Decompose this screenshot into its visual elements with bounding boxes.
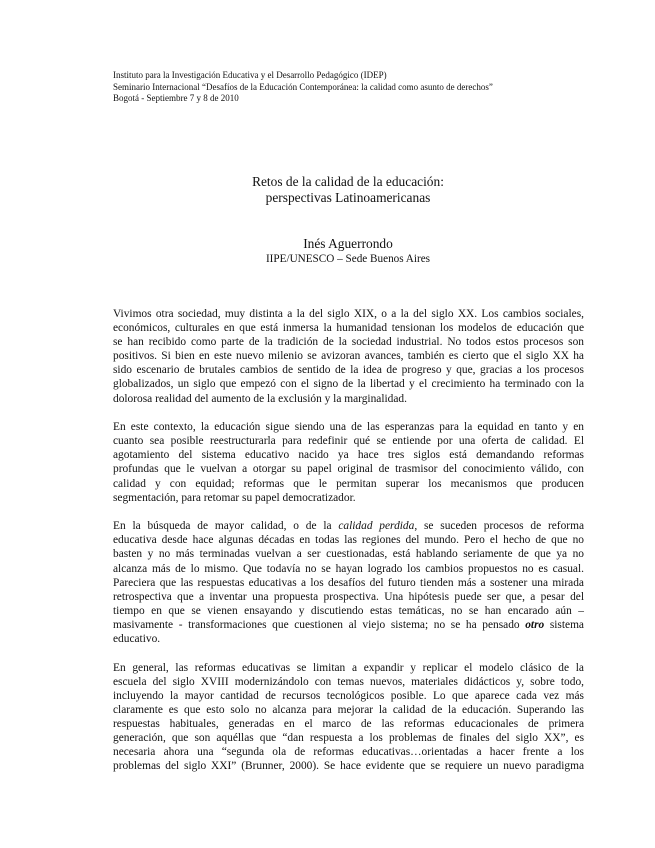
header-date: Bogotá - Septiembre 7 y 8 de 2010 [113, 93, 239, 103]
paragraph-line: positivos. Si bien en este nuevo milenio se avizoran avances, también es cierto que el siglo XX ha [113, 350, 584, 363]
author-affiliation: IIPE/UNESCO – Sede Buenos Aires [265, 253, 431, 265]
paragraph-line: alcanza más de lo mismo. Que todavía no se hayan logrado los cambios propuestos no es casual. [113, 562, 584, 575]
paragraph-line: En este contexto, la educación sigue siendo una de las esperanzas para la equidad en tanto y en [113, 421, 584, 434]
paragraph-line [113, 519, 584, 533]
header-seminar: Seminario Internacional “Desafíos de la Educación Contemporánea: la calidad como asunto de derechos” [113, 81, 493, 92]
paragraph-line: dolorosa realidad del aumento de la exclusión y la marginalidad. [113, 392, 407, 405]
paragraph-3 [113, 519, 584, 646]
paragraph-line: calidad y con equidad; reformas que le permitan superar los mecanismos que producen [113, 477, 584, 490]
paragraph-line: problemas del siglo XXI” (Brunner, 2000). Se hace evidente que se requiere un nuevo paradigma [113, 760, 584, 773]
paragraph-line: globalizados, un siglo que empezó con el signo de la libertad y el crecimiento ha terminado con la [113, 378, 584, 391]
header-institution: Instituto para la Investigación Educativa y el Desarrollo Pedagógico (IDEP) [113, 70, 387, 80]
paragraph-line: necesaria ahora una “segunda ola de reformas educativas…orientadas a hacer frente a los [113, 746, 584, 759]
title-line-1: Retos de la calidad de la educación: [252, 174, 444, 189]
text-run: sistema [544, 618, 584, 631]
text-run: , se suceden procesos de reforma [414, 520, 584, 533]
paragraph-2 [113, 420, 584, 505]
paragraph-line: Vivimos otra sociedad, muy distinta a la del siglo XIX, o a la del siglo XX. Los cambios sociales, [113, 308, 584, 320]
paragraph-line: escuela del siglo XVIII modernizándolo con temas nuevos, materiales didácticos y, sobre todo, [113, 675, 584, 688]
paragraph-line: incluyendo la mayor cantidad de recursos tecnológicos posible. Lo que aparece cada vez más [113, 689, 584, 702]
paragraph-line: claramente es que esto solo no alcanza para mejorar la calidad de la educación. Superando las [113, 703, 584, 716]
paragraph-line: En general, las reformas educativas se limitan a expandir y replicar el modelo clásico de la [113, 661, 584, 674]
paragraph-line: basten y no más terminadas vuelvan a ser cuestionadas, está hablando seriamente de que ya no [113, 548, 584, 561]
paragraph-line: retrospectiva que a inventar una propuesta prospectiva. Una hipótesis puede ser que, a pesar del [113, 590, 584, 603]
title-line-2: perspectivas Latinoamericanas [265, 190, 431, 205]
paragraph-line: económicos, culturales en que está inmersa la humanidad tensionan los modelos de educación que [113, 322, 584, 335]
paragraph-line: generación, que son aquéllas que “dan respuesta a los problemas de finales del siglo XX”, es [113, 732, 584, 745]
paragraph-line: agotamiento del sistema educativo nacido ya hace tres siglos está demandando reformas [113, 449, 584, 462]
text-run: En la búsqueda de mayor calidad, o de la [113, 520, 339, 533]
document-title [113, 174, 583, 206]
paragraph-line: educativa desde hace algunas décadas en todas las regiones del mundo. Pero el hecho de que no [113, 534, 584, 547]
paragraph-line: segmentación, para retomar su papel democratizador. [113, 491, 356, 504]
bold-italic-word: otro [525, 618, 545, 631]
paragraph-line: cuanto sea posible reestructurarla para redefinir qué se entiende por una oferta de calidad. El [113, 435, 584, 448]
paragraph-line: respuestas habituales, generadas en el marco de las reformas educacionales de primera [113, 717, 584, 730]
paragraph-1 [113, 307, 584, 406]
document-body [113, 307, 584, 788]
italic-phrase: calidad perdida [338, 520, 415, 533]
paragraph-line: profundas que le vuelvan a otorgar su papel original de trasmisor del conocimiento válido, con [113, 463, 584, 476]
paragraph-line: sido escenario de brutales cambios de sentido de la idea de progreso y que, gracias a los procesos [113, 364, 584, 377]
text-run: masivamente - transformaciones que cuestionen al viejo sistema; no se ha pensado [113, 618, 526, 631]
paragraph-line [113, 618, 584, 632]
paragraph-line: se han recibido como parte de la tradición de la sociedad industrial. No todos estos procesos son [113, 336, 584, 349]
document-header [113, 70, 583, 105]
paragraph-line: tiempo en que se vienen ensayando y discutiendo estas temáticas, no se han encarado aún – [113, 604, 584, 617]
paragraph-4 [113, 661, 584, 774]
paragraph-line: Pareciera que las respuestas educativas a los desafíos del futuro tienden más a sostener una mirada [113, 576, 584, 589]
paragraph-line: educativo. [113, 632, 161, 645]
author-name: Inés Aguerrondo [303, 236, 393, 251]
